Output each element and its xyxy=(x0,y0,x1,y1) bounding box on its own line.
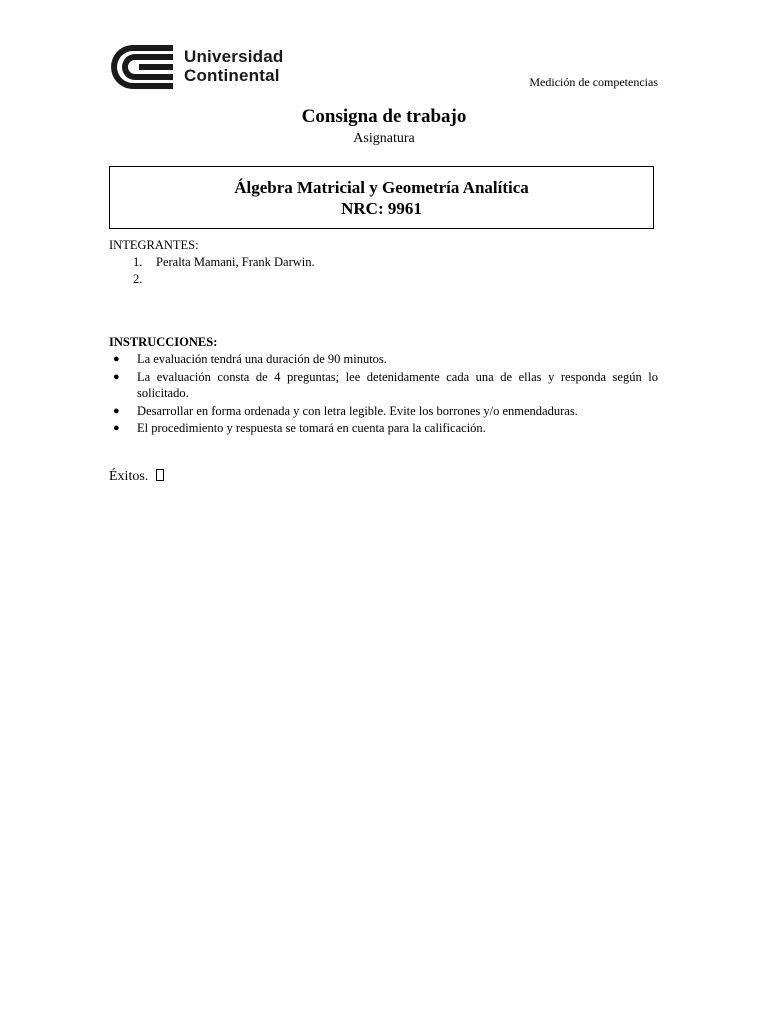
instruction-item xyxy=(109,369,658,402)
course-nrc: NRC: 9961 xyxy=(341,199,422,218)
member-number: 1. xyxy=(133,255,143,269)
course-name: Álgebra Matricial y Geometría Analítica xyxy=(234,178,529,197)
logo-text-line1: Universidad xyxy=(184,47,284,66)
instruction-text: El procedimiento y respuesta se tomará en cuenta para la calificación. xyxy=(137,421,486,435)
instruction-text: La evaluación consta de 4 preguntas; lee detenidamente cada una de ellas y responda según lo solicitado. xyxy=(137,369,658,400)
instruction-text: Desarrollar en forma ordenada y con letra legible. Evite los borrones y/o enmendaduras. xyxy=(137,403,578,418)
document-subtitle: Asignatura xyxy=(353,131,415,146)
instruction-item xyxy=(109,351,658,368)
closing-text: Éxitos. xyxy=(109,469,149,484)
header-right-text: Medición de competencias xyxy=(529,75,658,89)
bullet-icon: ● xyxy=(113,422,120,434)
member-number: 2. xyxy=(133,272,143,286)
document-title: Consigna de trabajo xyxy=(301,106,467,127)
logo-text-line2: Continental xyxy=(184,66,280,85)
bullet-icon: ● xyxy=(113,370,120,383)
university-logo xyxy=(109,43,284,91)
instructions-heading: INSTRUCCIONES: xyxy=(109,335,218,349)
instructions-list xyxy=(109,351,658,438)
universidad-continental-logo-icon xyxy=(109,43,175,91)
course-box xyxy=(109,166,654,229)
closing-line xyxy=(109,469,164,485)
members-heading: INTEGRANTES: xyxy=(109,238,199,252)
instruction-item xyxy=(109,403,658,420)
bullet-icon: ● xyxy=(113,353,120,365)
bullet-icon: ● xyxy=(113,404,120,417)
instruction-text: La evaluación tendrá una duración de 90 minutos. xyxy=(137,352,387,366)
missing-glyph-icon xyxy=(156,469,164,481)
instruction-item xyxy=(109,420,658,437)
member-name: Peralta Mamani, Frank Darwin. xyxy=(156,255,315,269)
